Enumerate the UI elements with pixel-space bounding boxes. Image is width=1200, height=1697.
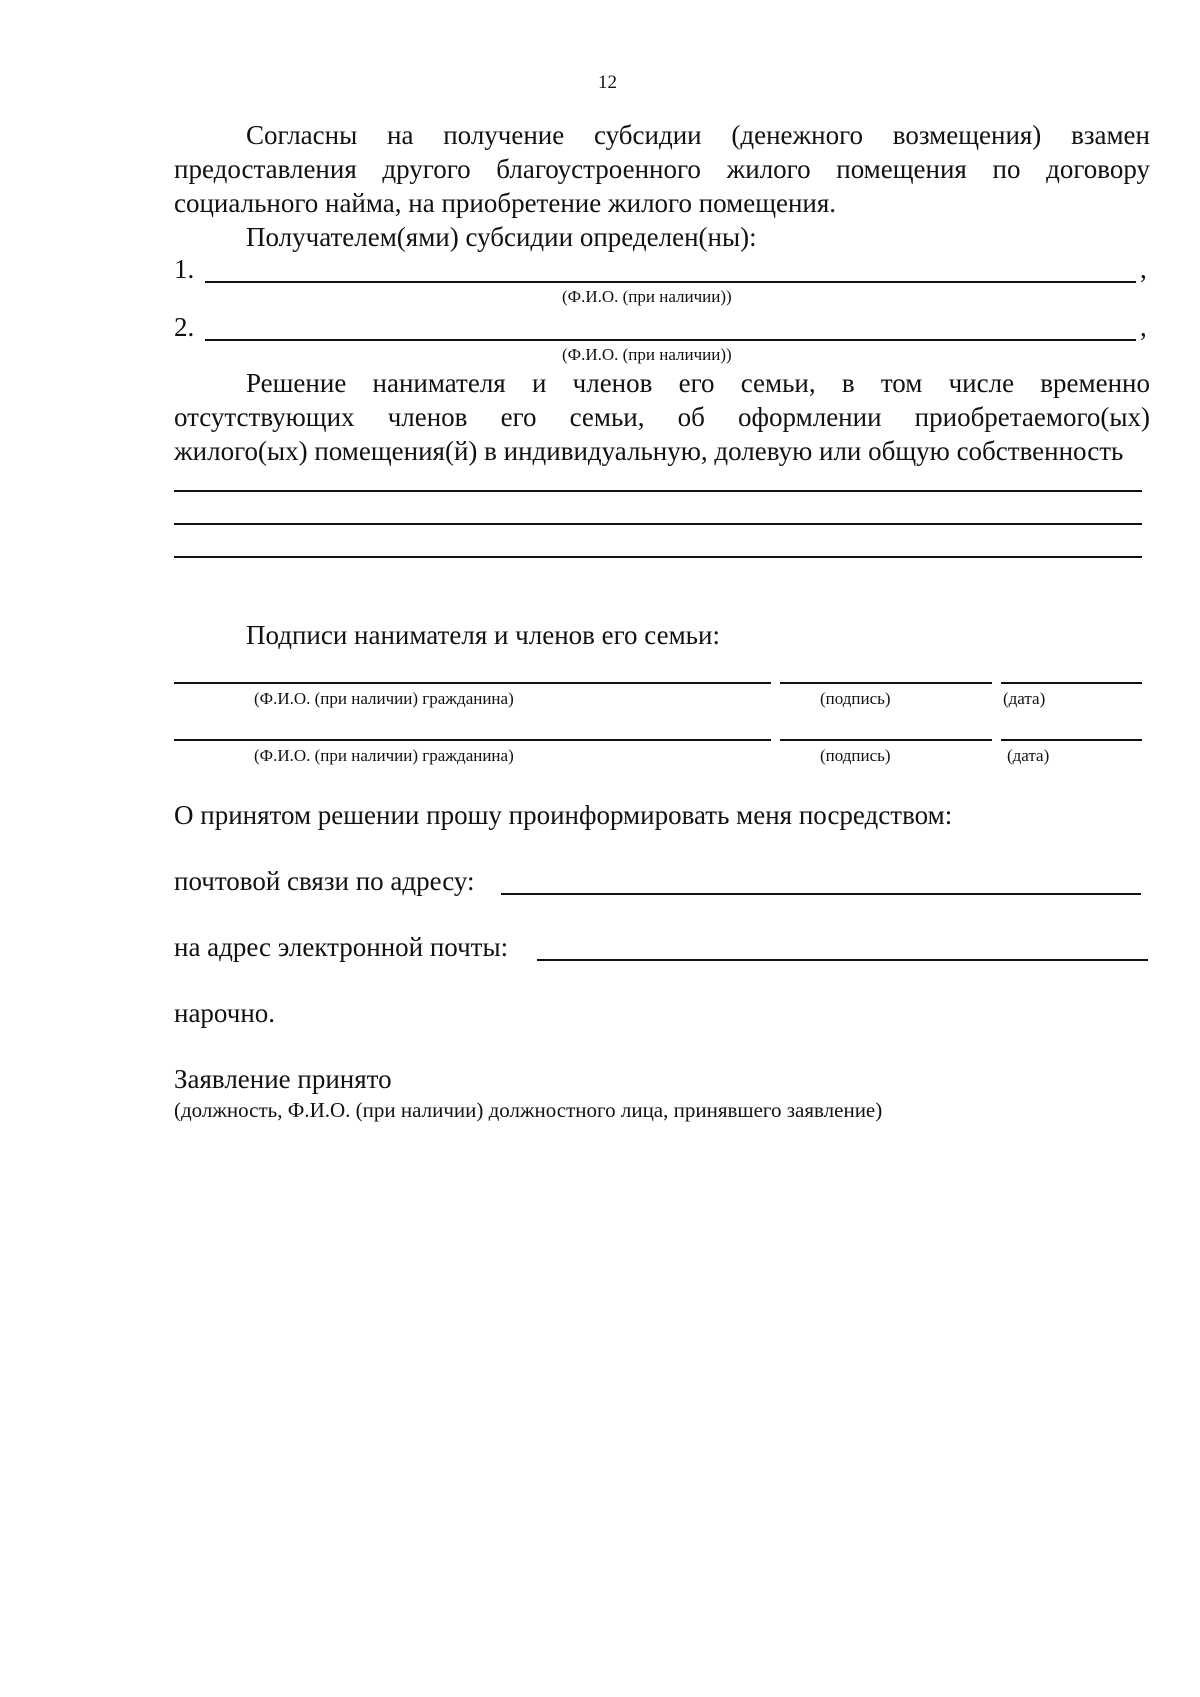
accepted-caption: (должность, Ф.И.О. (при наличии) должностного лица, принявшего заявление) [174,1098,883,1122]
signature-2-sign-caption: (подпись) [820,746,891,765]
signature-1-date-field[interactable] [1001,682,1142,684]
consent-line-3: социального найма, на приобретение жилого помещения. [174,188,837,218]
email-address-field[interactable] [537,959,1148,961]
notify-email-label: на адрес электронной почты: [174,932,509,962]
recipients-heading: Получателем(ями) субсидии определен(ны): [246,222,757,252]
page-number: 12 [598,72,617,93]
accepted-label: Заявление принято [174,1064,392,1094]
consent-line-2: предоставления другого благоустроенного жилого помещения по договору [174,154,1150,184]
recipient-1-number: 1. [174,254,195,284]
recipient-2-number: 2. [174,312,195,342]
notify-in-person-label: нарочно. [174,998,276,1028]
postal-address-field[interactable] [501,893,1141,895]
signature-2-name-field[interactable] [174,739,771,741]
decision-line-2: отсутствующих членов его семьи, об оформлении приобретаемого(ых) [174,402,1150,432]
recipient-2-comma: , [1140,312,1147,342]
decision-line-3: жилого(ых) помещения(й) в индивидуальную, долевую или общую собственность [174,436,1124,466]
signature-2-sign-field[interactable] [780,739,992,741]
signature-2-date-caption: (дата) [1007,746,1050,765]
signature-1-sign-field[interactable] [780,682,992,684]
signature-2-date-field[interactable] [1001,739,1142,741]
signature-1-date-caption: (дата) [1003,689,1046,708]
recipient-1-caption: (Ф.И.О. (при наличии)) [562,287,732,306]
consent-line-1: Согласны на получение субсидии (денежного возмещения) взамен [246,120,1150,150]
recipient-1-comma: , [1140,254,1147,284]
notify-heading: О принятом решении прошу проинформировать меня посредством: [174,800,953,830]
decision-blank-line-3[interactable] [174,556,1142,558]
signature-1-name-caption: (Ф.И.О. (при наличии) гражданина) [254,689,514,708]
notify-postal-label: почтовой связи по адресу: [174,866,475,896]
recipient-2-caption: (Ф.И.О. (при наличии)) [562,345,732,364]
decision-blank-line-1[interactable] [174,490,1142,492]
signatures-heading: Подписи нанимателя и членов его семьи: [246,620,720,650]
signature-2-name-caption: (Ф.И.О. (при наличии) гражданина) [254,746,514,765]
recipient-2-name-field[interactable] [205,339,1136,341]
decision-line-1: Решение нанимателя и членов его семьи, в том числе временно [246,368,1150,398]
recipient-1-name-field[interactable] [205,281,1136,283]
signature-1-name-field[interactable] [174,682,771,684]
signature-1-sign-caption: (подпись) [820,689,891,708]
decision-blank-line-2[interactable] [174,523,1142,525]
